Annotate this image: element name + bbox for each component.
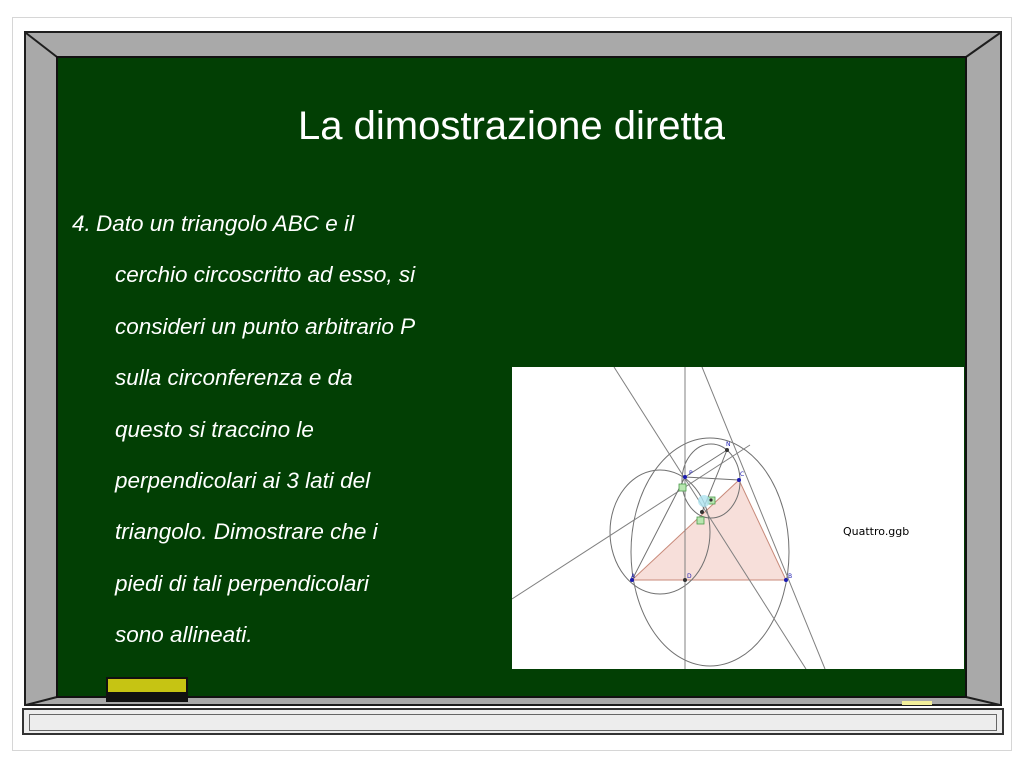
point-foot-1 xyxy=(700,510,704,514)
label-d: D xyxy=(687,573,692,580)
body-line-6: perpendicolari ai 3 lati del xyxy=(115,468,371,494)
point-c xyxy=(737,478,741,482)
point-foot-2 xyxy=(709,498,712,501)
file-label: Quattro.ggb xyxy=(843,525,910,538)
eraser-icon xyxy=(106,677,188,694)
body-line-9: sono allineati. xyxy=(115,622,253,648)
right-angle-mark-3 xyxy=(697,517,704,524)
chalk-tray-lip xyxy=(29,714,997,731)
chord-pc xyxy=(685,477,739,480)
body-line-1-text: Dato un triangolo ABC e il xyxy=(96,211,355,236)
body-line-3: consideri un punto arbitrario P xyxy=(115,313,416,339)
point-p xyxy=(683,475,687,479)
slide-title: La dimostrazione diretta xyxy=(298,104,725,148)
line-through-b xyxy=(614,367,806,669)
eraser-base xyxy=(106,693,188,702)
right-angle-mark-1 xyxy=(679,484,686,491)
body-line-5: questo si traccino le xyxy=(115,416,314,442)
label-c: C xyxy=(740,471,745,478)
item-number: 4. xyxy=(72,211,91,236)
label-a: A xyxy=(631,573,636,580)
label-b: B xyxy=(788,573,793,580)
body-line-7: triangolo. Dimostrare che i xyxy=(115,519,378,545)
label-p: P xyxy=(689,470,693,477)
angle-highlight xyxy=(698,495,710,507)
geometry-figure xyxy=(512,367,964,669)
body-line-2: cerchio circoscritto ad esso, si xyxy=(115,262,416,288)
body-line-4: sulla circonferenza e da xyxy=(115,365,353,391)
label-n: N xyxy=(726,441,731,448)
body-line-8: piedi di tali perpendicolari xyxy=(115,570,369,596)
body-line-1 xyxy=(72,198,512,249)
chalk-piece xyxy=(902,701,932,705)
point-n xyxy=(725,448,729,452)
slide-body xyxy=(72,198,512,661)
